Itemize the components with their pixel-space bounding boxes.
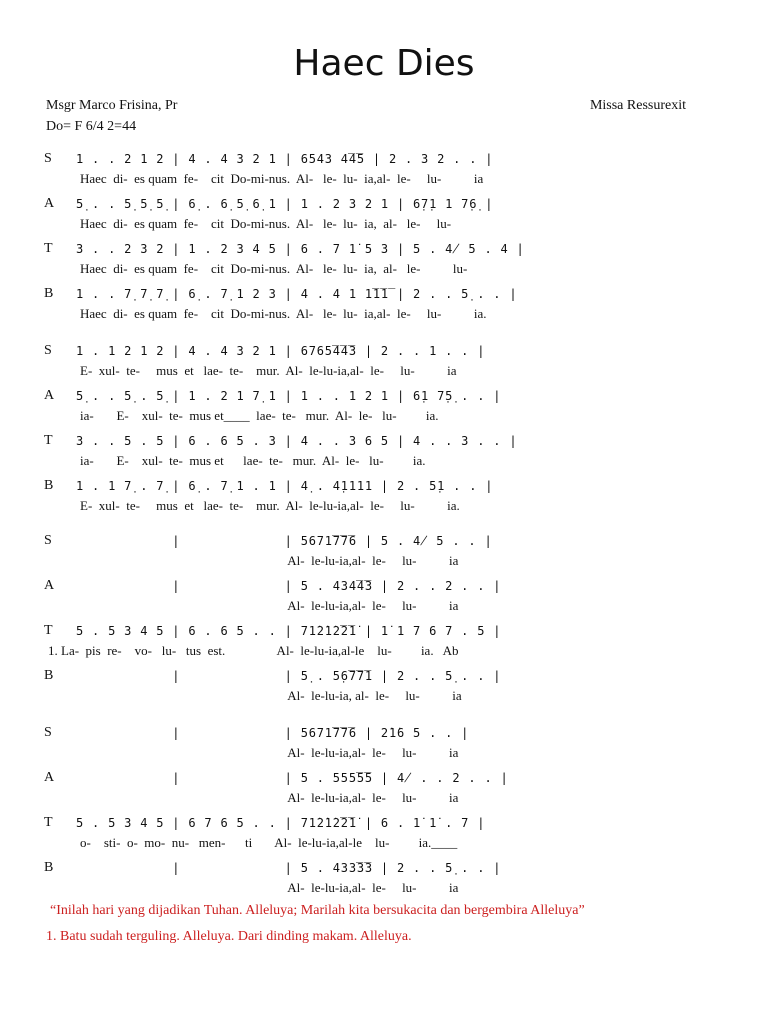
notation-line: 1 . 1 2 1 2 | 4 . 4 3 2 1 | 6765̅4̅4̅3 | 2 . . 1 . . | [76, 344, 486, 358]
notation-line: | | 5671̇̅7̅7̅6 | 2̇1̇6 5 . . | [76, 726, 470, 740]
lyric-line: E- xul- te- mus et lae- te- mur. Al- le-lu-ia,al- le- lu- ia [80, 363, 457, 378]
lyric-line: Haec di- es quam fe- cit Do-mi-nus. Al- le- lu- ia,al- le- lu- ia [80, 171, 484, 186]
notation-line: 1 . 1 7̣ . 7̣ | 6̣ . 7̣ 1 . 1 | 4̣ . 4̣1111 | 2 . 5̣1 . . | [76, 479, 494, 493]
voice-label: T [44, 815, 53, 830]
key-tempo: Do= F 6/4 2=44 [46, 119, 137, 134]
voice-label: A [44, 388, 55, 403]
notation-line: 1 . . 7̣ 7̣ 7̣ | 6̣ . 7̣ 1 2 3 | 4 . 4 1 1̅1̅1̅ | 2 . . 5̣ . . | [76, 287, 518, 301]
voice-label: T [44, 433, 53, 448]
lyric-line: Haec di- es quam fe- cit Do-mi-nus. Al- le- lu- ia, al- le- lu- [80, 216, 452, 231]
voice-label: B [44, 668, 54, 683]
notation-line: 5̣ . . 5̣ . 5̣ | 1 . 2 1 7̣ 1 | 1 . . 1 2 1 | 6̣1 7̣5̣ . . | [76, 389, 502, 403]
notation-line: | | 5̣ . 5̣6̅7̅7̅1 | 2 . . 5̣ . . | [76, 669, 502, 683]
lyric-line: ia- E- xul- te- mus et lae- te- mur. Al- le- lu- ia. [80, 453, 426, 468]
lyric-line: Haec di- es quam fe- cit Do-mi-nus. Al- le- lu- ia,al- le- lu- ia. [80, 306, 487, 321]
notation-line: 3 . . 5 . 5 | 6 . 6 5 . 3 | 4 . . 3 6 5 | 4 . . 3 . . | [76, 434, 518, 448]
notation-line: | | 5 . 433̅3̅3 | 2 . . 5̣ . . | [76, 861, 502, 875]
lyric-line: Al- le-lu-ia, al- le- lu- ia [80, 688, 462, 703]
voice-label: S [44, 725, 52, 740]
lyric-line: o- sti- o- mo- nu- men- ti Al- le-lu-ia,al-le lu- ia.____ [80, 835, 458, 850]
notation-line: | | 5 . 434̅4̅3 | 2 . . 2 . . | [76, 579, 502, 593]
voice-label: T [44, 623, 53, 638]
mass-name: Missa Ressurexit [589, 98, 686, 113]
notation-line: 1 . . 2 1 2 | 4 . 4 3 2 1 | 6543 4̅4̅5 | 2 . 3 2 . . | [76, 152, 494, 166]
lyric-line: ia- E- xul- te- mus et____ lae- te- mur. Al- le- lu- ia. [80, 408, 439, 423]
composer-name: Msgr Marco Frisina, Pr [46, 98, 178, 113]
notation-line: | | 5671̇̅7̅7̅6 | 5 . 4̸ 5 . . | [76, 534, 493, 548]
lyric-line: Al- le-lu-ia,al- le- lu- ia [80, 598, 459, 613]
translation-note: “Inilah hari yang dijadikan Tuhan. Alleluya; Marilah kita bersukacita dan bergembira Alleluya” [50, 903, 585, 918]
notation-line: 3 . . 2 3 2 | 1 . 2 3 4 5 | 6 . 7 1̇ 5 3 | 5 . 4̸ 5 . 4 | [76, 242, 525, 256]
voice-label: S [44, 533, 52, 548]
voice-label: B [44, 860, 54, 875]
notation-line: | | 5 . 555̅5̅5 | 4̸ . . 2 . . | [76, 771, 509, 785]
voice-label: A [44, 770, 55, 785]
voice-label: S [44, 343, 52, 358]
voice-label: S [44, 151, 52, 166]
notation-line: 5̣ . . 5̣ 5̣ 5̣ | 6̣ . 6̣ 5̣ 6̣ 1 | 1 . 2 3 2 1 | 6̣7̣1 1 7̣6̣ | [76, 197, 494, 211]
voice-label: A [44, 578, 55, 593]
lyric-line: Al- le-lu-ia,al- le- lu- ia [80, 880, 459, 895]
lyric-line: Al- le-lu-ia,al- le- lu- ia [80, 745, 459, 760]
lyric-line: Al- le-lu-ia,al- le- lu- ia [80, 790, 459, 805]
lyric-line: E- xul- te- mus et lae- te- mur. Al- le-lu-ia,al- le- lu- ia. [80, 498, 460, 513]
lyric-line: Al- le-lu-ia,al- le- lu- ia [80, 553, 459, 568]
voice-label: A [44, 196, 55, 211]
verse-note: 1. Batu sudah terguling. Alleluya. Dari dinding makam. Alleluya. [46, 929, 412, 944]
page-title: Haec Dies [293, 43, 475, 84]
lyric-line: Haec di- es quam fe- cit Do-mi-nus. Al- le- lu- ia, al- le- lu- [80, 261, 468, 276]
notation-line: 5 . 5 3 4 5 | 6 7 6 5 . . | 71̇2̇1̇2̇̅2̇̅1̇ | 6 . 1̇ 1̇ . 7 | [76, 816, 486, 830]
notation-line: 5 . 5 3 4 5 | 6 . 6 5 . . | 71̇2̇1̇2̇̅2̇̅1̇ | 1̇ 1 7 6 7 . 5 | [76, 624, 502, 638]
lyric-line: 1. La- pis re- vo- lu- tus est. Al- le-lu-ia,al-le lu- ia. Ab [48, 643, 459, 658]
voice-label: B [44, 478, 54, 493]
voice-label: T [44, 241, 53, 256]
voice-label: B [44, 286, 54, 301]
